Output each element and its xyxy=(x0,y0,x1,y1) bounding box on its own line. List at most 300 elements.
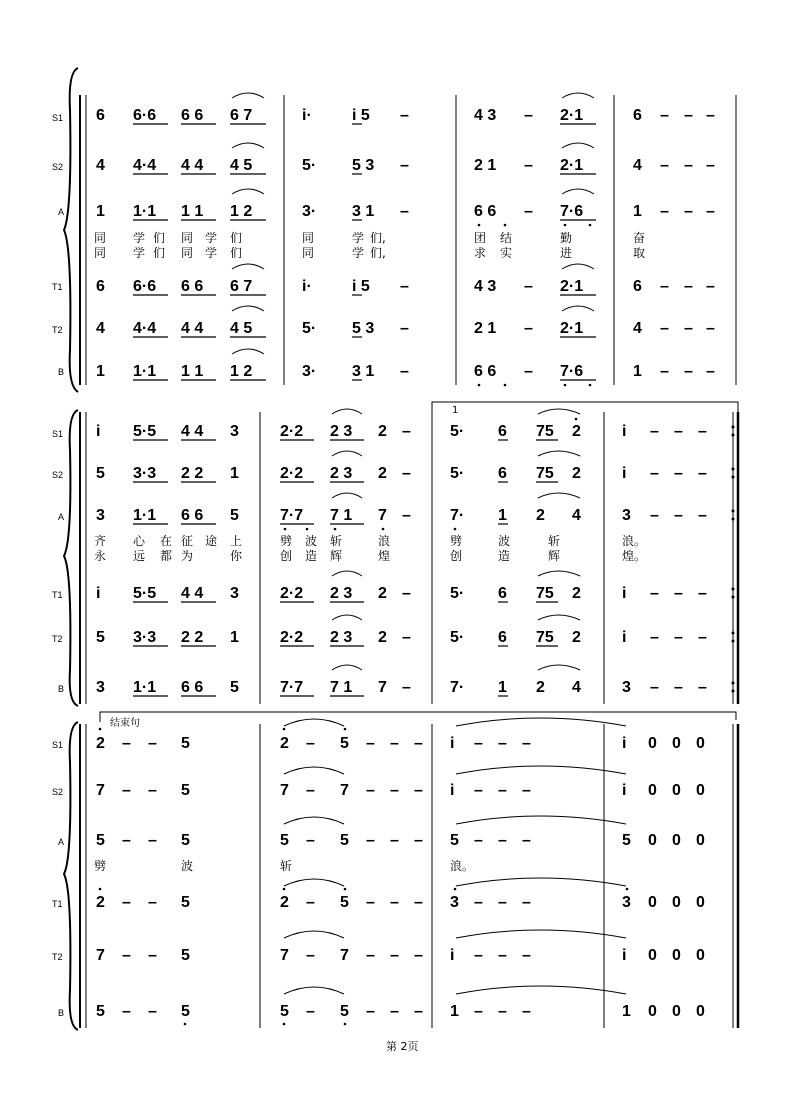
note: 2·2 xyxy=(280,423,304,440)
system-brace xyxy=(64,722,78,1030)
note: 0 xyxy=(672,735,681,752)
ending-label: 结束句 xyxy=(110,718,140,729)
note: – xyxy=(650,507,659,524)
note: 1 1 xyxy=(181,363,204,380)
note: 2 xyxy=(280,735,289,752)
note: 4 5 xyxy=(230,320,253,337)
part-label: S2 xyxy=(52,162,64,172)
note: 7· xyxy=(450,679,465,696)
note: 2·1 xyxy=(560,107,584,124)
note: – xyxy=(122,782,131,799)
note: 2 xyxy=(378,423,387,440)
system-brace xyxy=(64,68,78,392)
note: – xyxy=(366,947,375,964)
lyric: 都 xyxy=(160,549,173,563)
note: 1 xyxy=(622,1003,631,1020)
note: 6·6 xyxy=(133,107,157,124)
lyric: 劈 xyxy=(280,534,293,548)
note: – xyxy=(674,423,683,440)
note: – xyxy=(390,832,399,849)
note: 1 xyxy=(230,629,239,646)
note: – xyxy=(522,832,531,849)
note: 2 xyxy=(572,423,581,440)
note: – xyxy=(122,894,131,911)
note: – xyxy=(498,894,507,911)
note: – xyxy=(402,423,411,440)
note: 7 xyxy=(378,679,387,696)
lyric: 们 xyxy=(230,246,243,260)
note: 7 xyxy=(96,782,105,799)
row-s2 xyxy=(96,451,735,482)
note: 0 xyxy=(648,735,657,752)
lyric: 煌 xyxy=(378,549,391,563)
part-label: A xyxy=(58,837,65,847)
note: 0 xyxy=(696,1003,705,1020)
note: – xyxy=(122,735,131,752)
note: – xyxy=(498,782,507,799)
note: – xyxy=(498,947,507,964)
lyric: 学 xyxy=(133,231,146,245)
note: – xyxy=(390,782,399,799)
note: 2·1 xyxy=(560,320,584,337)
note: 5 xyxy=(181,832,190,849)
part-label: B xyxy=(58,367,65,377)
lyrics-ending xyxy=(94,858,474,873)
note: – xyxy=(522,735,531,752)
note: 7 xyxy=(340,782,349,799)
note: 5· xyxy=(302,320,317,337)
note: – xyxy=(674,507,683,524)
part-label: A xyxy=(58,207,65,217)
note: – xyxy=(474,782,483,799)
note: i· xyxy=(302,107,312,124)
note: – xyxy=(650,423,659,440)
lyrics-verse-1 xyxy=(94,230,645,245)
row-t2 xyxy=(96,615,735,646)
row-s1 xyxy=(96,718,705,752)
note: 5·5 xyxy=(133,585,157,602)
note: – xyxy=(660,278,669,295)
note: 6 6 xyxy=(474,203,497,220)
note: 1 xyxy=(633,363,642,380)
note: – xyxy=(414,832,423,849)
lyric: 们, xyxy=(370,246,386,260)
note: 4 3 xyxy=(474,278,497,295)
note: – xyxy=(122,1003,131,1020)
note: 5· xyxy=(302,157,317,174)
lyric: 学 xyxy=(352,246,365,260)
note: i xyxy=(96,423,101,440)
note: 1·1 xyxy=(133,203,157,220)
note: 2 xyxy=(378,465,387,482)
note: 0 xyxy=(672,947,681,964)
lyric: 齐 xyxy=(94,534,107,548)
note: 3 xyxy=(622,679,631,696)
note: – xyxy=(414,782,423,799)
note: 2 xyxy=(96,894,105,911)
part-label: A xyxy=(58,512,65,522)
note: 5 xyxy=(340,1003,349,1020)
note: 2 xyxy=(536,679,545,696)
lyric: 们 xyxy=(153,246,166,260)
note: 2 2 xyxy=(181,465,204,482)
note: 3 xyxy=(230,423,239,440)
lyrics-verse-2 xyxy=(94,245,645,260)
note: 5 xyxy=(230,507,239,524)
note: – xyxy=(366,782,375,799)
lyric: 在 xyxy=(160,534,173,548)
lyric: 们 xyxy=(153,231,166,245)
note: 5 xyxy=(181,782,190,799)
note: – xyxy=(400,320,409,337)
note: – xyxy=(522,782,531,799)
part-label: T2 xyxy=(52,325,63,335)
lyrics-verse-1 xyxy=(94,533,646,548)
row-b xyxy=(96,665,735,696)
note: – xyxy=(522,947,531,964)
lyric: 浪 xyxy=(378,534,391,548)
note: – xyxy=(414,894,423,911)
note: 5· xyxy=(450,629,465,646)
note: – xyxy=(390,1003,399,1020)
note: – xyxy=(524,363,533,380)
note: – xyxy=(706,363,715,380)
lyric: 团 xyxy=(474,231,487,245)
part-label: S2 xyxy=(52,470,64,480)
note: 1 xyxy=(633,203,642,220)
note: – xyxy=(366,1003,375,1020)
note: – xyxy=(706,107,715,124)
note: i xyxy=(450,947,455,964)
note: 2 3 xyxy=(330,465,353,482)
note: – xyxy=(660,320,669,337)
note: 6 xyxy=(633,107,642,124)
note: 5 xyxy=(450,832,459,849)
note: – xyxy=(706,320,715,337)
part-label: T1 xyxy=(52,282,63,292)
note: – xyxy=(698,465,707,482)
note: 5·5 xyxy=(133,423,157,440)
note: 5 xyxy=(96,832,105,849)
note: 1 1 xyxy=(181,203,204,220)
note: 7 xyxy=(96,947,105,964)
lyric: 取 xyxy=(633,246,646,260)
note: 5 xyxy=(280,1003,289,1020)
note: 0 xyxy=(696,735,705,752)
note: 4·4 xyxy=(133,157,157,174)
volta-number: 1 xyxy=(452,405,459,416)
note: 4 3 xyxy=(474,107,497,124)
system-brace xyxy=(64,410,78,706)
note: 5 xyxy=(340,894,349,911)
note: – xyxy=(674,585,683,602)
note: – xyxy=(390,947,399,964)
note: – xyxy=(402,507,411,524)
note: 6 7 xyxy=(230,278,253,295)
note: – xyxy=(122,947,131,964)
note: – xyxy=(306,832,315,849)
note: 0 xyxy=(696,782,705,799)
note: 2 xyxy=(572,585,581,602)
note: 0 xyxy=(672,1003,681,1020)
note: 2 xyxy=(572,629,581,646)
note: 3 xyxy=(96,507,105,524)
note: – xyxy=(698,423,707,440)
note: 75 xyxy=(536,585,554,602)
note: 2 2 xyxy=(181,629,204,646)
lyric: 劈 xyxy=(450,534,463,548)
note: – xyxy=(674,629,683,646)
note: 4 xyxy=(572,507,581,524)
lyric: 学 xyxy=(352,231,365,245)
note: 5 xyxy=(181,947,190,964)
lyric: 波 xyxy=(305,534,318,548)
lyric: 辉 xyxy=(548,549,561,563)
note: 5 xyxy=(181,894,190,911)
note: – xyxy=(684,278,693,295)
note: 2·1 xyxy=(560,157,584,174)
note: 6 6 xyxy=(181,679,204,696)
note: 2 3 xyxy=(330,629,353,646)
lyric: 造 xyxy=(498,549,511,563)
part-label: T2 xyxy=(52,634,63,644)
note: – xyxy=(306,782,315,799)
note: – xyxy=(390,735,399,752)
lyric: 斩 xyxy=(280,859,293,873)
note: 6 7 xyxy=(230,107,253,124)
note: – xyxy=(650,679,659,696)
note: 4·4 xyxy=(133,320,157,337)
note: i xyxy=(622,782,627,799)
note: 4 5 xyxy=(230,157,253,174)
note: – xyxy=(524,278,533,295)
note: 5 xyxy=(181,1003,190,1020)
note: 0 xyxy=(648,947,657,964)
note: 3 xyxy=(450,894,459,911)
note: 5 xyxy=(340,735,349,752)
note: 6 6 xyxy=(181,278,204,295)
note: 1 2 xyxy=(230,363,253,380)
note: – xyxy=(522,894,531,911)
note: i 5 xyxy=(352,278,370,295)
lyric: 浪。 xyxy=(622,534,647,548)
note: – xyxy=(366,894,375,911)
note: i xyxy=(450,735,455,752)
note: – xyxy=(698,507,707,524)
note: – xyxy=(706,203,715,220)
lyric: 途 xyxy=(205,534,218,548)
note: 2 xyxy=(96,735,105,752)
note: – xyxy=(474,832,483,849)
note: i 5 xyxy=(352,107,370,124)
lyric: 心 xyxy=(133,534,146,548)
note: 3 xyxy=(230,585,239,602)
note: i xyxy=(622,423,627,440)
note: – xyxy=(474,735,483,752)
note: 7·6 xyxy=(560,203,584,220)
note: – xyxy=(684,157,693,174)
row-t1 xyxy=(96,264,715,295)
part-label: T2 xyxy=(52,952,63,962)
lyric: 同 xyxy=(302,246,315,260)
note: – xyxy=(414,1003,423,1020)
note: – xyxy=(684,363,693,380)
note: 7 xyxy=(280,947,289,964)
note: 2·2 xyxy=(280,629,304,646)
row-t1 xyxy=(96,878,705,911)
note: 0 xyxy=(648,894,657,911)
note: 7 1 xyxy=(330,507,353,524)
note: – xyxy=(474,1003,483,1020)
note: – xyxy=(366,832,375,849)
note: 6 6 xyxy=(474,363,497,380)
ending-bracket xyxy=(100,712,736,722)
note: 0 xyxy=(648,1003,657,1020)
note: – xyxy=(402,629,411,646)
note: – xyxy=(650,585,659,602)
note: 5 xyxy=(96,465,105,482)
note: i xyxy=(96,585,101,602)
lyric: 求 xyxy=(474,246,487,260)
note: i xyxy=(622,585,627,602)
note: – xyxy=(474,947,483,964)
note: – xyxy=(402,585,411,602)
note: – xyxy=(524,107,533,124)
lyric: 们 xyxy=(230,231,243,245)
note: 2 3 xyxy=(330,423,353,440)
note: 7·7 xyxy=(280,679,304,696)
part-label: T1 xyxy=(52,590,63,600)
note: – xyxy=(400,363,409,380)
lyric: 造 xyxy=(305,549,318,563)
row-a xyxy=(96,493,735,530)
note: 2 xyxy=(572,465,581,482)
volta-bracket xyxy=(432,402,738,412)
lyric: 学 xyxy=(205,231,218,245)
note: 3·3 xyxy=(133,629,157,646)
system-3 xyxy=(52,712,738,1030)
note: – xyxy=(660,203,669,220)
row-a xyxy=(96,816,705,849)
note: 5 3 xyxy=(352,320,375,337)
note: 5 xyxy=(622,832,631,849)
lyric: 劈 xyxy=(94,859,107,873)
lyric: 同 xyxy=(302,231,315,245)
lyric: 学 xyxy=(205,246,218,260)
note: 2 xyxy=(280,894,289,911)
note: i xyxy=(622,629,627,646)
note: – xyxy=(414,947,423,964)
lyric: 永 xyxy=(94,549,107,563)
note: – xyxy=(400,278,409,295)
row-t2 xyxy=(96,930,705,964)
note: i xyxy=(622,735,627,752)
note: 75 xyxy=(536,465,554,482)
note: – xyxy=(660,363,669,380)
page-number: 第 2页 xyxy=(386,1040,419,1053)
system-1 xyxy=(52,68,736,392)
lyric: 波 xyxy=(498,534,511,548)
note: 6 xyxy=(498,423,507,440)
note: 1 xyxy=(498,679,507,696)
note: – xyxy=(306,1003,315,1020)
note: 5 xyxy=(181,735,190,752)
part-label: S2 xyxy=(52,787,64,797)
note: i xyxy=(450,782,455,799)
note: – xyxy=(498,1003,507,1020)
note: 3 xyxy=(622,894,631,911)
note: – xyxy=(698,629,707,646)
note: 3 1 xyxy=(352,363,375,380)
lyric: 实 xyxy=(500,246,513,260)
note: – xyxy=(306,947,315,964)
lyric: 同 xyxy=(94,246,107,260)
note: 4 xyxy=(633,157,642,174)
note: – xyxy=(148,894,157,911)
note: 5 xyxy=(230,679,239,696)
note: 7·6 xyxy=(560,363,584,380)
row-s2 xyxy=(96,143,715,174)
note: i xyxy=(622,947,627,964)
note: 6 xyxy=(96,278,105,295)
note: – xyxy=(414,735,423,752)
note: 0 xyxy=(648,782,657,799)
note: – xyxy=(306,894,315,911)
note: – xyxy=(400,107,409,124)
note: – xyxy=(390,894,399,911)
lyric: 为 xyxy=(181,549,194,563)
note: 6 xyxy=(498,629,507,646)
note: – xyxy=(306,735,315,752)
lyric: 创 xyxy=(450,549,463,563)
note: 1 xyxy=(450,1003,459,1020)
lyric: 奋 xyxy=(633,231,646,245)
note: 75 xyxy=(536,423,554,440)
note: 2·1 xyxy=(560,278,584,295)
note: 3 xyxy=(622,507,631,524)
note: 5 3 xyxy=(352,157,375,174)
note: 2 xyxy=(378,629,387,646)
note: – xyxy=(400,157,409,174)
note: 0 xyxy=(672,894,681,911)
note: 5 xyxy=(96,629,105,646)
note: 2 1 xyxy=(474,320,497,337)
note: – xyxy=(148,832,157,849)
note: – xyxy=(706,157,715,174)
note: 4 xyxy=(96,157,105,174)
note: – xyxy=(706,278,715,295)
note: – xyxy=(660,157,669,174)
lyric: 同 xyxy=(181,231,194,245)
note: i· xyxy=(302,278,312,295)
note: 4 4 xyxy=(181,320,204,337)
note: i xyxy=(622,465,627,482)
lyric: 进 xyxy=(560,246,573,260)
note: – xyxy=(684,203,693,220)
note: 1 xyxy=(230,465,239,482)
note: 5· xyxy=(450,585,465,602)
note: – xyxy=(498,832,507,849)
lyric: 学 xyxy=(133,246,146,260)
note: 6 6 xyxy=(181,507,204,524)
note: 7 xyxy=(378,507,387,524)
lyric: 煌。 xyxy=(622,549,647,563)
note: 3· xyxy=(302,203,317,220)
lyric: 同 xyxy=(181,246,194,260)
note: 3·3 xyxy=(133,465,157,482)
part-label: B xyxy=(58,684,65,694)
note: 6 xyxy=(96,107,105,124)
